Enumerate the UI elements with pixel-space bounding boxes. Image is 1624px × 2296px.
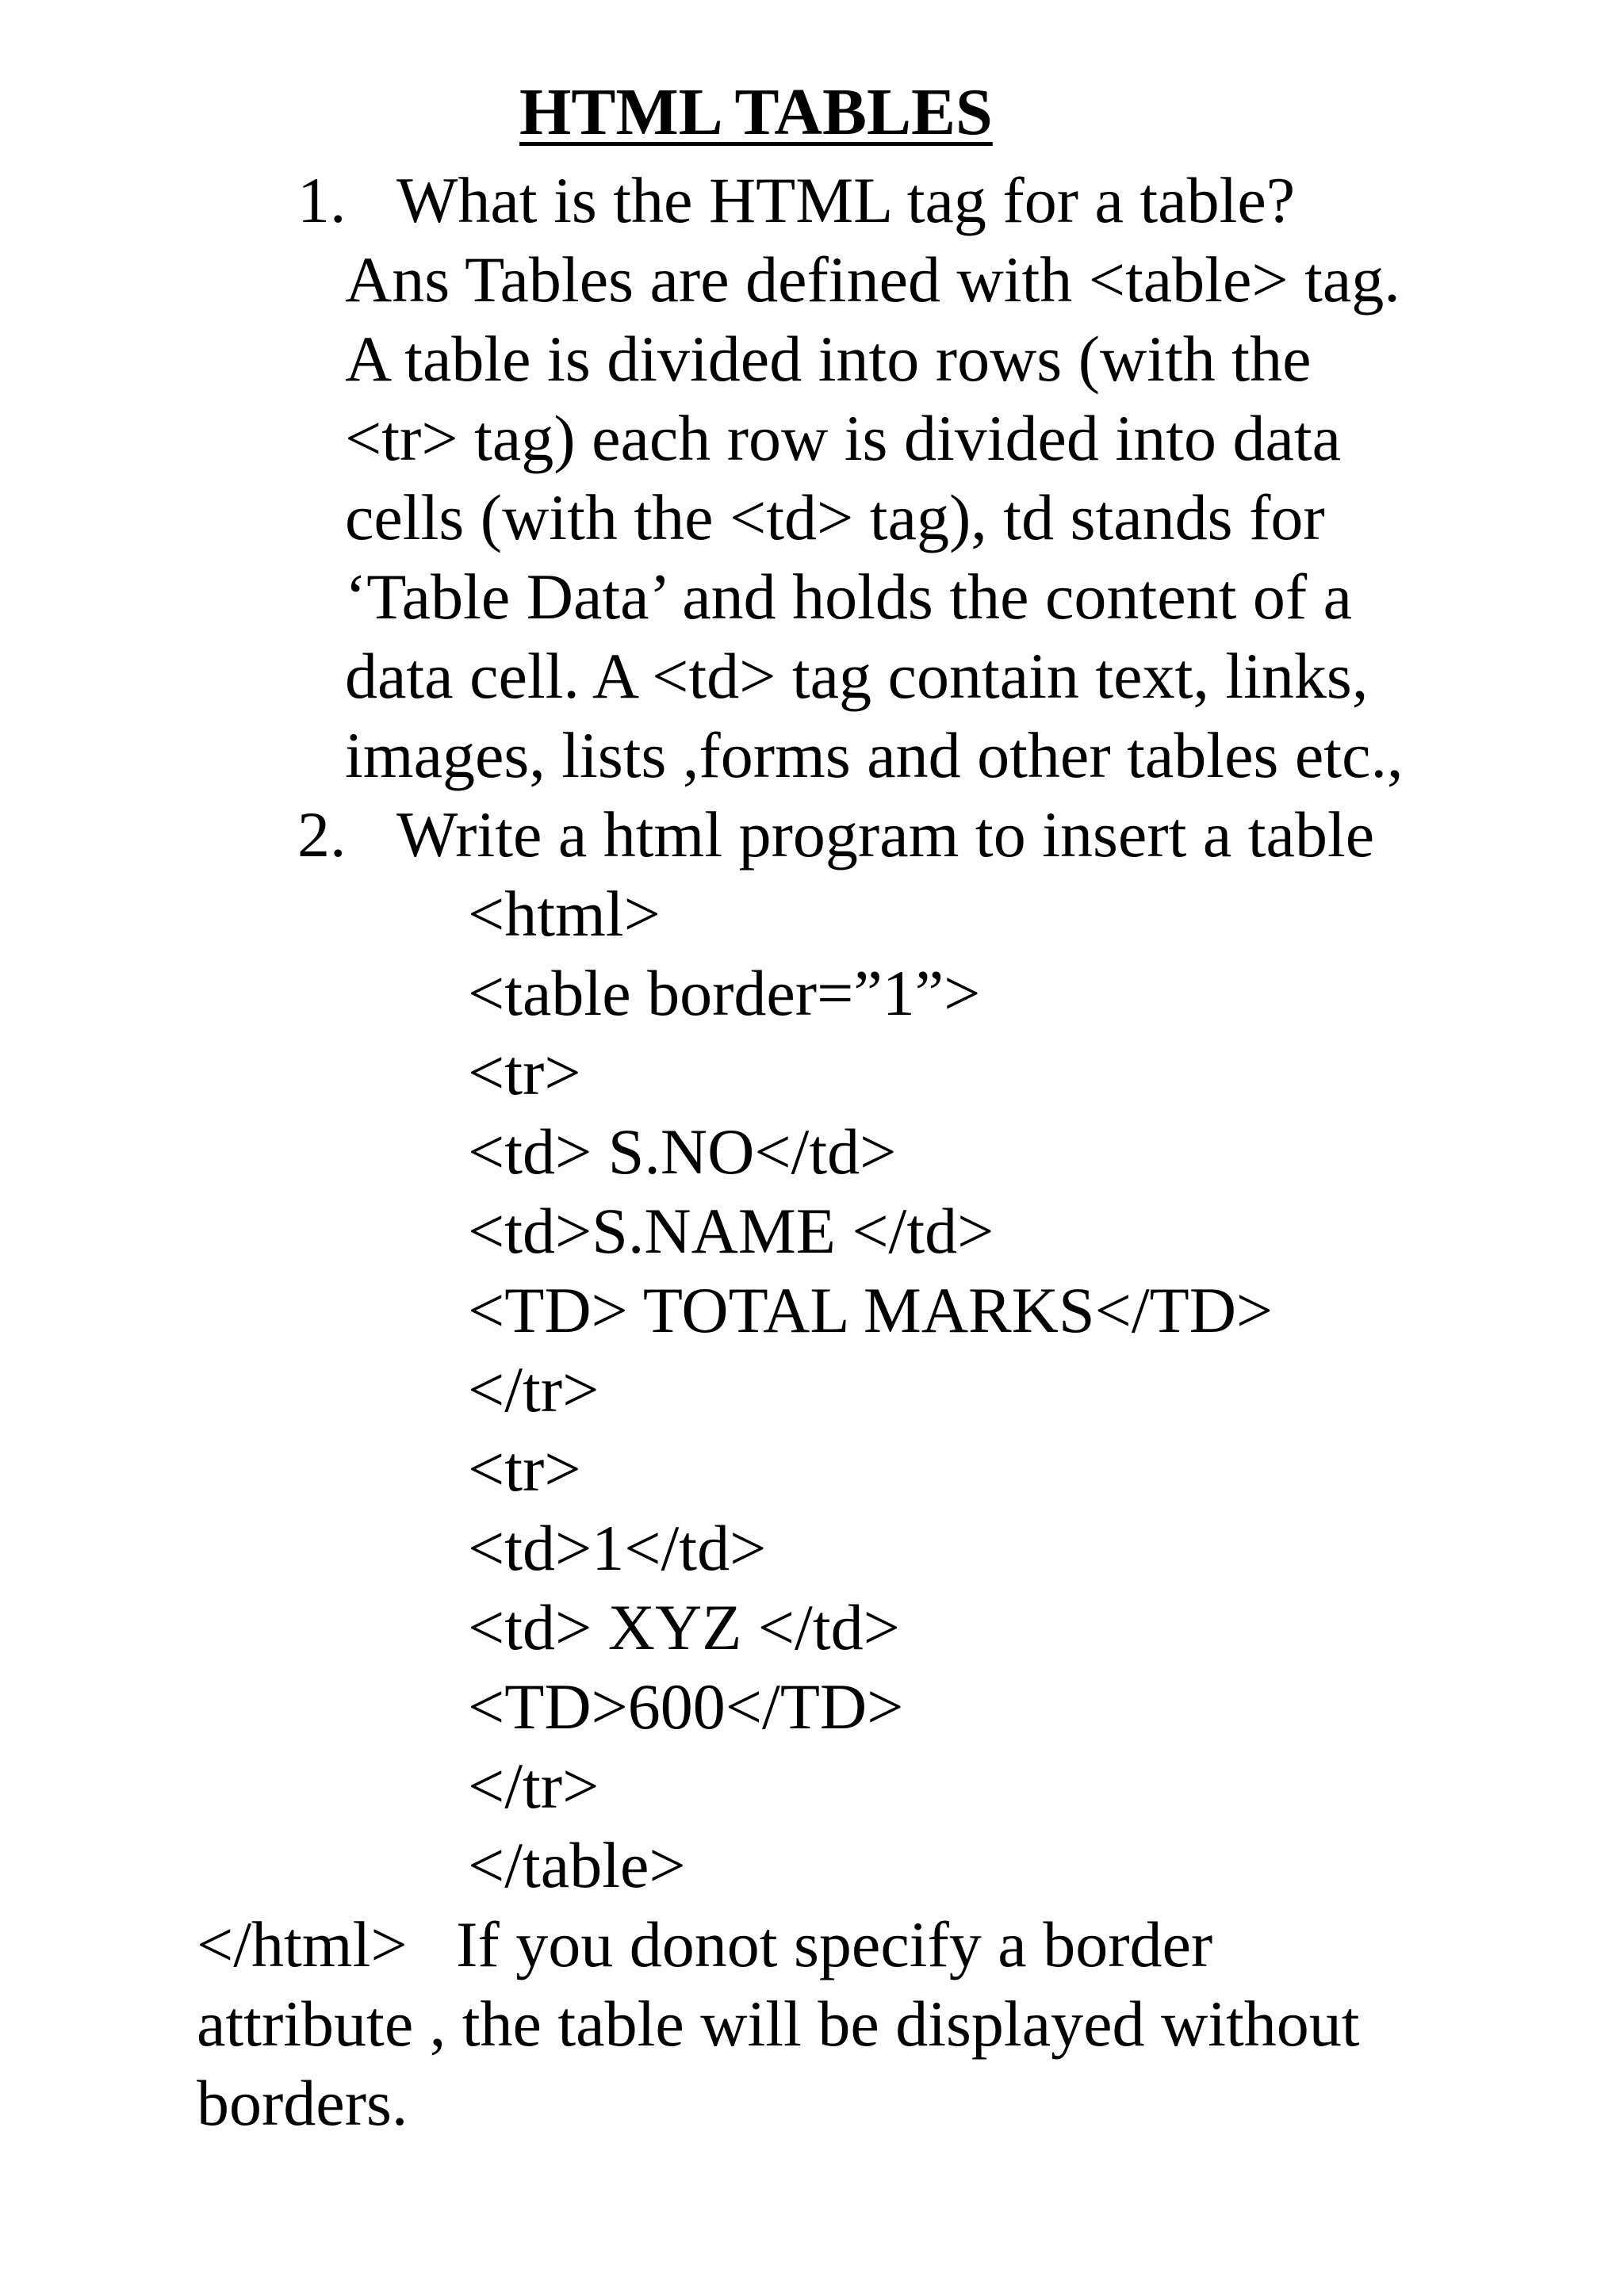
code-line: <html>	[468, 878, 661, 950]
closing-line: </html> If you donot specify a border	[197, 1908, 1213, 1980]
code-line: <table border=”1”>	[468, 957, 981, 1029]
question-1-number: 1.	[297, 164, 347, 236]
code-line: <tr>	[468, 1036, 581, 1108]
answer-1-line: images, lists ,forms and other tables etc.,	[345, 719, 1404, 791]
question-2-number: 2.	[297, 798, 347, 871]
closing-line: borders.	[197, 2067, 408, 2139]
code-line: </tr>	[468, 1353, 599, 1425]
code-line: <td> S.NO</td>	[468, 1115, 897, 1188]
code-line: <td>S.NAME </td>	[468, 1195, 994, 1267]
code-line: </tr>	[468, 1750, 599, 1822]
page-title: HTML TABLES	[519, 75, 993, 149]
question-1-text: What is the HTML tag for a table?	[396, 164, 1296, 236]
code-line: </table>	[468, 1829, 686, 1901]
code-line: <td>1</td>	[468, 1512, 767, 1584]
answer-1-line: data cell. A <td> tag contain text, links,	[345, 640, 1369, 712]
answer-1-line: cells (with the <td> tag), td stands for	[345, 481, 1325, 553]
question-1	[297, 164, 1296, 236]
question-2-text: Write a html program to insert a table	[396, 798, 1375, 871]
closing-line: attribute , the table will be displayed without	[197, 1988, 1360, 2060]
code-line: <TD>600</TD>	[468, 1670, 904, 1743]
answer-1-line: <tr> tag) each row is divided into data	[345, 402, 1342, 474]
answer-1-line: ‘Table Data’ and holds the content of a	[345, 561, 1353, 633]
answer-1-line: A table is divided into rows (with the	[345, 323, 1312, 395]
code-line: <TD> TOTAL MARKS</TD>	[468, 1274, 1274, 1346]
question-2	[297, 798, 1375, 871]
answer-1-line: Ans Tables are defined with <table> tag.	[345, 243, 1400, 316]
code-line: <tr>	[468, 1433, 581, 1505]
code-line: <td> XYZ </td>	[468, 1591, 900, 1663]
